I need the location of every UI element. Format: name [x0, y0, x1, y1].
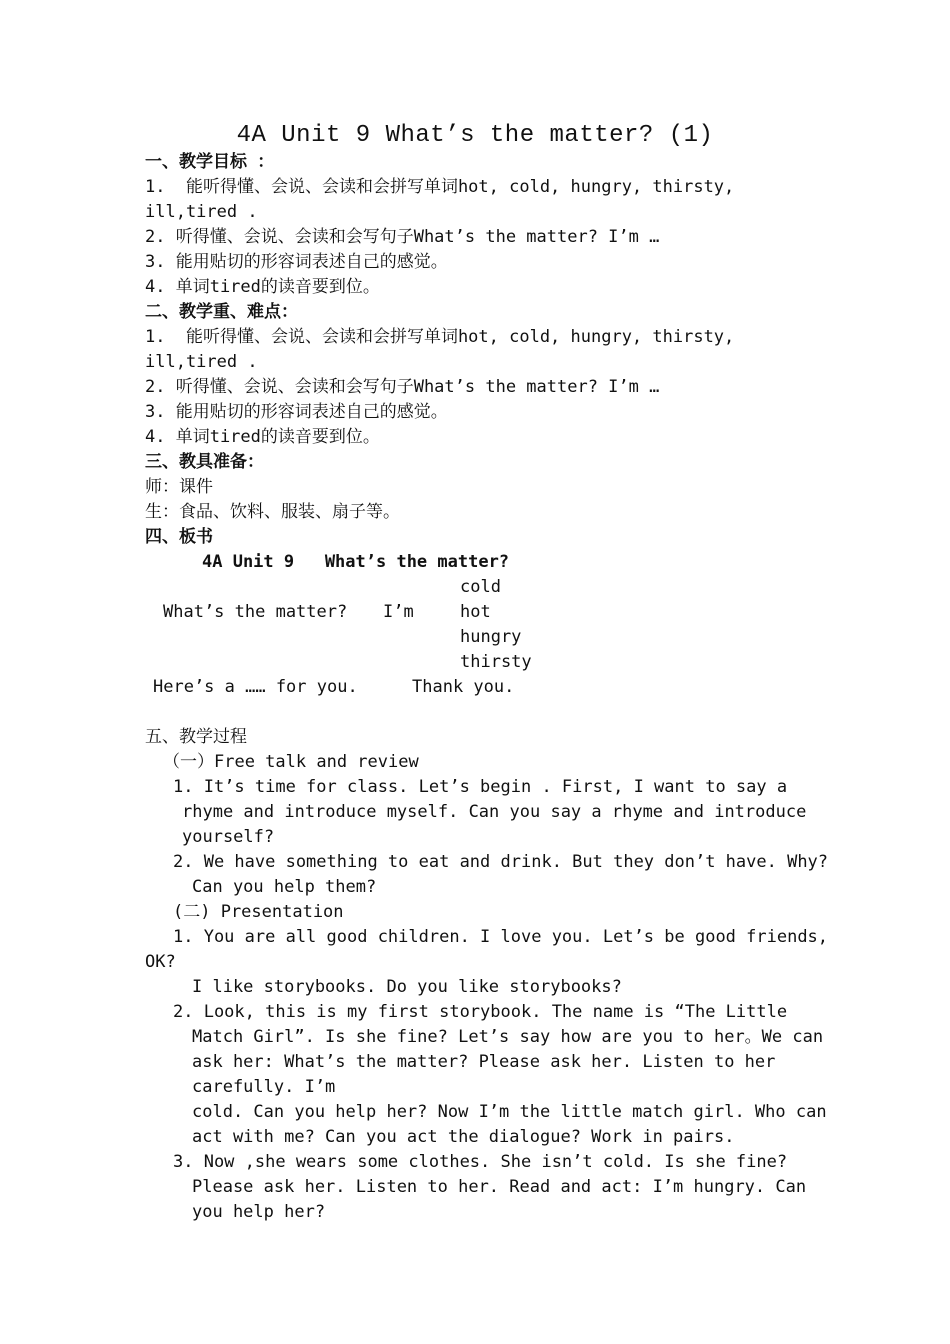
procedure-part-heading: (二) Presentation	[173, 902, 344, 922]
key-point-line: 4. 单词tired的读音要到位。	[145, 427, 380, 447]
procedure-line: yourself?	[182, 827, 275, 847]
procedure-line: cold. Can you help her? Now I’m the little match girl. Who can	[192, 1102, 827, 1122]
procedure-line: 1. It’s time for class. Let’s begin . First, I want to say a	[173, 777, 788, 797]
blackboard-title: 4A Unit 9 What’s the matter?	[202, 552, 510, 572]
procedure-line: Please ask her. Listen to her. Read and act: I’m hungry. Can	[192, 1177, 807, 1197]
procedure-line: OK?	[145, 952, 176, 972]
blackboard-word: hot	[460, 602, 491, 622]
objective-line: 2. 听得懂、会说、会读和会写句子What’s the matter? I’m …	[145, 227, 660, 247]
procedure-line: Can you help them?	[192, 877, 377, 897]
key-point-line: ill,tired .	[145, 352, 258, 372]
section-heading-key-points: 二、教学重、难点：	[145, 302, 298, 322]
procedure-part-heading: （一）Free talk and review	[163, 752, 419, 772]
blackboard-offer: Here’s a …… for you.	[153, 677, 358, 697]
blackboard-answer-start: I’m	[383, 602, 414, 622]
procedure-line: I like storybooks. Do you like storybooks?	[192, 977, 622, 997]
procedure-line: 2. Look, this is my first storybook. The name is “The Little	[173, 1002, 788, 1022]
student-materials: 生：食品、饮料、服装、扇子等。	[145, 502, 400, 522]
blackboard-word: thirsty	[460, 652, 532, 672]
blackboard-word: cold	[460, 577, 501, 597]
page-title: 4A Unit 9 What’s the matter? (1)	[236, 122, 714, 149]
blackboard-thanks: Thank you.	[412, 677, 515, 697]
section-heading-procedure: 五、教学过程	[145, 727, 247, 747]
blackboard-word: hungry	[460, 627, 522, 647]
blackboard-question: What’s the matter?	[163, 602, 348, 622]
procedure-line: act with me? Can you act the dialogue? Work in pairs.	[192, 1127, 735, 1147]
objective-line: ill,tired .	[145, 202, 258, 222]
key-point-line: 1. 能听得懂、会说、会读和会拼写单词hot, cold, hungry, thirsty,	[145, 327, 735, 347]
key-point-line: 3. 能用贴切的形容词表述自己的感觉。	[145, 402, 448, 422]
key-point-line: 2. 听得懂、会说、会读和会写句子What’s the matter? I’m …	[145, 377, 660, 397]
section-heading-objectives: 一、教学目标 ：	[145, 152, 275, 172]
procedure-line: 2. We have something to eat and drink. But they don’t have. Why?	[173, 852, 829, 872]
section-heading-materials: 三、教具准备：	[145, 452, 264, 472]
objective-line: 1. 能听得懂、会说、会读和会拼写单词hot, cold, hungry, thirsty,	[145, 177, 735, 197]
procedure-line: 1. You are all good children. I love you. Let’s be good friends,	[173, 927, 829, 947]
teacher-materials: 师：课件	[145, 477, 213, 497]
procedure-line: you help her?	[192, 1202, 326, 1222]
procedure-line: carefully. I’m	[192, 1077, 336, 1097]
section-heading-blackboard: 四、板书	[145, 527, 213, 547]
procedure-line: 3. Now ,she wears some clothes. She isn’t cold. Is she fine?	[173, 1152, 788, 1172]
objective-line: 4. 单词tired的读音要到位。	[145, 277, 380, 297]
procedure-line: rhyme and introduce myself. Can you say a rhyme and introduce	[182, 802, 807, 822]
objective-line: 3. 能用贴切的形容词表述自己的感觉。	[145, 252, 448, 272]
procedure-line: ask her: What’s the matter? Please ask her. Listen to her	[192, 1052, 776, 1072]
procedure-line: Match Girl”. Is she fine? Let’s say how are you to her。We can	[192, 1027, 824, 1047]
